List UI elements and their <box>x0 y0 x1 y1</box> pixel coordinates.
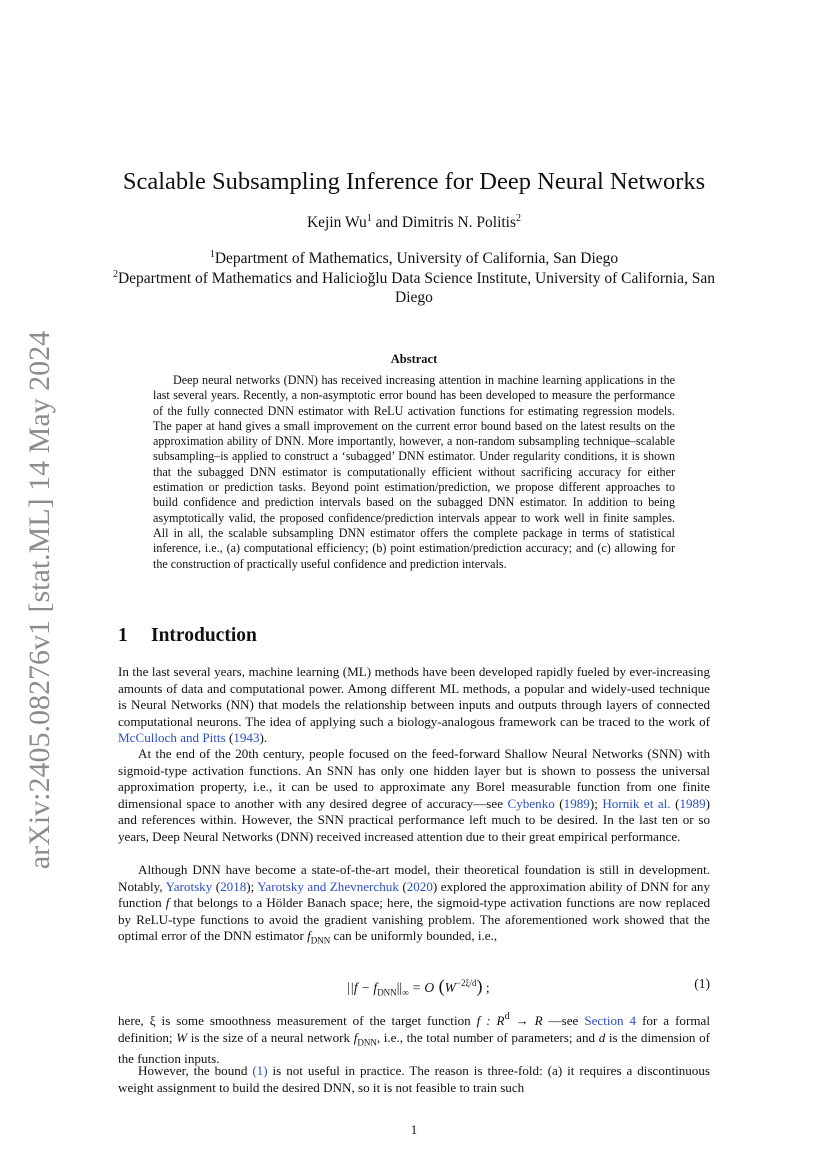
section-title: Introduction <box>151 625 257 646</box>
math-subscript: DNN <box>357 1037 377 1048</box>
paragraph: Although DNN have become a state-of-the-art model, their theoretical foundation is still in development. Notably, Yarotsky (2018); Yarotsky and Zhevnerchuk (2020) explored the approximation ability of DNN for any function f that belongs to a Hölder Banach space; here, the sigmoid-type activation functions are now replaced by ReLU-type functions to avoid the gradient vanishing problem. The aforementioned work showed that the optimal error of the DNN estimator $f_{DNN}$ can be uniformly bounded, i.e., <box>118 862 710 946</box>
author-name: Kejin Wu <box>306 214 367 231</box>
equation-lhs: ||f − f <box>346 980 378 995</box>
affiliation-1 <box>100 249 728 268</box>
paragraph-text: , i.e., the total number of parameters; and <box>376 1029 599 1045</box>
equation-number: (1) <box>694 976 710 991</box>
equation-paren: ( <box>434 976 445 996</box>
equation-punctuation: ; <box>482 980 490 995</box>
author-name: Dimitris N. Politis <box>401 214 517 231</box>
paragraph <box>118 664 710 747</box>
page-number: 1 <box>410 1122 418 1137</box>
equation-rhs: = O <box>408 980 435 995</box>
paragraph: At the end of the 20th century, people focused on the feed-forward Shallow Neural Networks (SNN) with sigmoid-type activation functions. An SNN has only one hidden layer but is shown to possess the universal approximation property, i.e., it can be used to approximate any Borel measurable function from one finite dimensional space to another with any desired degree of accuracy—see Cybenko (1989); Hornik et al. (1989) and references within. However, the SNN practical performance left much to be desired. In the last ten or so years, Deep Neural Networks (DNN) received increased attention due to their great empirical performance. <box>118 746 710 844</box>
math-subscript: DNN <box>310 935 331 946</box>
equation-body <box>318 976 518 998</box>
citation-link[interactable]: Cybenko <box>507 795 555 811</box>
equation-reference-link[interactable]: (1) <box>252 1063 268 1078</box>
paragraph-text: ). <box>259 730 268 746</box>
affiliation-text: Department of Mathematics and Halicioğlu Data Science Institute, University of California, San Diego <box>117 270 715 306</box>
abstract-body: Deep neural networks (DNN) has received increasing attention in machine learning applications in the last several years. Recently, a non-asymptotic error bound has been developed to measure the performance of the fully connected DNN estimator with ReLU activation functions for estimating regression models. The paper at hand gives a small improvement on the current error bound based on the latest results on the approximation ability of DNN. More importantly, however, a non-random subsampling technique–scalable subsampling–is applied to construct a ‘subagged’ DNN estimator. Under regularity conditions, it is shown that the subagged DNN estimator is computationally efficient without sacrificing accuracy for either estimation or prediction tasks. Beyond point estimation/prediction, we propose different approaches to build confidence and prediction intervals based on the subagged DNN estimator. In addition to being asymptotically valid, the proposed confidence/prediction intervals appear to work well in finite samples. All in all, the scalable subsampling DNN estimator offers the complete package in terms of statistical inference, i.e., (a) computational efficiency; (b) point estimation/prediction accuracy; and (c) allowing for the construction of practically useful confidence and prediction intervals. <box>153 373 675 571</box>
paper-title: Scalable Subsampling Inference for Deep Neural Networks <box>122 168 706 195</box>
citation-year-link[interactable]: 1989 <box>679 795 706 811</box>
affiliation-text: Department of Mathematics, University of California, San Diego <box>214 250 619 267</box>
paragraph-text: ( <box>225 730 234 746</box>
paragraph <box>118 1013 710 1067</box>
author-conjunction: and <box>371 214 402 231</box>
section-number: 1 <box>118 625 128 646</box>
paragraph-text: and references within. However, the SNN practical performance left much to be desired. In the last ten or so years, Deep Neural Networks (DNN) received increased attention due to their great empirical performance. <box>118 812 710 844</box>
paragraph-text: is the size of a neural network <box>187 1029 354 1045</box>
math-symbol: f <box>307 928 311 944</box>
arxiv-identifier-stamp: arXiv:2405.08276v1 [stat.ML] 14 May 2024 <box>23 330 56 870</box>
paragraph-text: here, ξ is some smoothness measurement of the target function <box>118 1013 477 1028</box>
paragraph <box>118 1063 710 1096</box>
equation-subscript: ∞ <box>402 987 409 998</box>
affiliation-marker: 2 <box>112 269 118 280</box>
paragraph-text: is not useful in practice. The reason is three-fold: (a) it requires a discontinuous weight assignment to build the desired DNN, so it is not feasible to train such <box>118 1063 710 1095</box>
paragraph-text: explored the approximation ability of DNN for any function <box>118 878 710 911</box>
citation-year-link[interactable]: 1943 <box>233 730 260 746</box>
math-expression: → R <box>509 1013 543 1028</box>
citation-link[interactable]: McCulloch and Pitts <box>118 730 226 746</box>
equation-paren: ) <box>476 976 483 996</box>
affiliation-marker: 1 <box>209 249 215 260</box>
section-link[interactable]: Section 4 <box>584 1013 637 1028</box>
affiliation-marker: 2 <box>516 213 522 224</box>
math-symbol: W <box>176 1029 188 1045</box>
abstract-heading: Abstract <box>390 352 438 366</box>
citation-link[interactable]: Hornik et al. <box>602 795 671 811</box>
citation-year-link[interactable]: 2018 <box>220 878 247 894</box>
citation-year-link[interactable]: 1989 <box>563 795 590 811</box>
paragraph-text: However, the bound <box>138 1063 253 1078</box>
equation-exponent: −2ξ/d <box>455 978 477 988</box>
math-expression: f : R <box>476 1013 505 1028</box>
affiliation-marker: 1 <box>366 213 372 224</box>
paragraph-text: In the last several years, machine learning (ML) methods have been developed rapidly fueled by ever-increasing amounts of data and computational power. Among different ML methods, a popular and widely-used technique is Neural Networks (NN) that models the relationship between inputs and outputs through layers of connected computational neurons. The idea of applying such a biology-analogous framework can be traced to the work of <box>118 664 710 729</box>
math-symbol: f <box>165 895 170 911</box>
paragraph-text: —see <box>542 1013 585 1028</box>
math-symbol: d <box>598 1029 606 1045</box>
paragraph-text: Although DNN have become a state-of-the-art model, their theoretical foundation is still in development. Notably, <box>118 862 710 894</box>
paragraph-text: can be uniformly bounded, i.e., <box>330 928 498 944</box>
affiliation-2 <box>100 269 728 307</box>
citation-year-link[interactable]: 2020 <box>406 878 433 894</box>
paragraph-text: is the dimension of the function inputs. <box>118 1029 710 1066</box>
section-heading <box>118 625 257 647</box>
citation-link[interactable]: Yarotsky and Zhevnerchuk <box>257 878 399 894</box>
citation-link[interactable]: Yarotsky <box>165 878 213 894</box>
paragraph-text: At the end of the 20th century, people focused on the feed-forward Shallow Neural Networks (SNN) with sigmoid-type activation functions. An SNN has only one hidden layer but is shown to possess the universal approximation property, i.e., it can be used to approximate any Borel measurable function from one finite dimensional space to another with any desired degree of accuracy—see <box>118 746 710 811</box>
paragraph-text: for a formal definition; <box>118 1013 710 1045</box>
equation-variable: W <box>444 980 456 995</box>
display-equation <box>118 976 710 998</box>
equation-norm: || <box>396 980 403 995</box>
math-symbol: f <box>353 1029 358 1045</box>
author-line <box>100 214 728 232</box>
math-superscript: d <box>504 1011 510 1022</box>
equation-subscript: DNN <box>377 987 397 998</box>
paragraph-text: that belongs to a Hölder Banach space; here, the sigmoid-type activation functions are now replaced by ReLU-type functions to avoid the gradient vanishing problem. The aforementioned work showed that the optimal error of the DNN estimator <box>118 895 710 944</box>
